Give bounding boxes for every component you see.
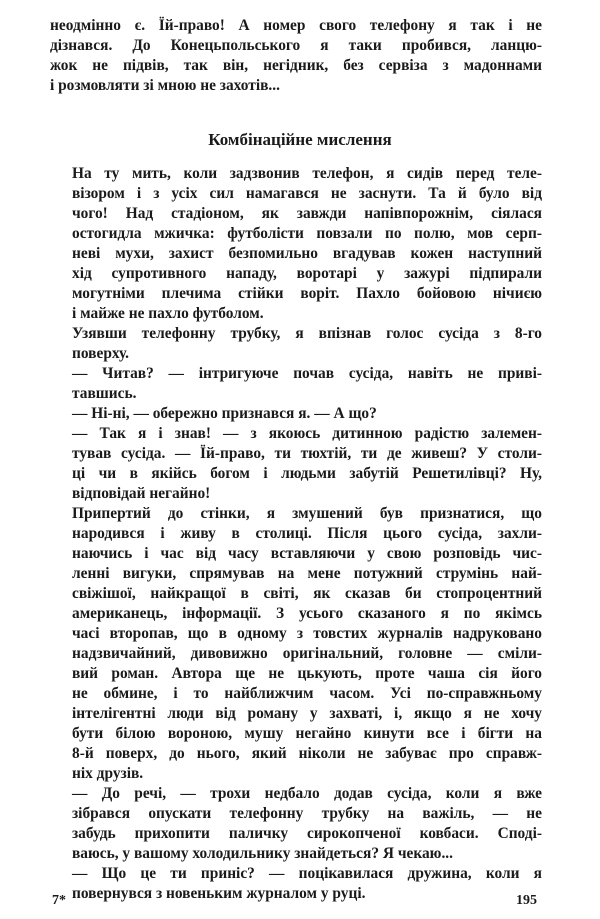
text-line: тавшись. <box>72 385 137 402</box>
text-line: бути білою вороною, мушу негайно кинути все і бігти на <box>72 725 542 742</box>
text-line: не обмине, і то найближчим часом. Усі по-справжньому <box>72 685 542 702</box>
text-line: хід супротивного нападу, воротарі у зажурі підпирали <box>72 265 542 282</box>
text-line: — Що це ти приніс? — поцікавилася дружина, коли я <box>72 865 542 882</box>
text-line: поверху. <box>72 345 129 362</box>
text-line: могутніми плечима стійки воріт. Пахло бойовою нічиєю <box>72 285 542 302</box>
text-line: 8-й поверх, до нього, який ніколи не забуває про справж- <box>72 745 542 762</box>
text-line: На ту мить, коли задзвонив телефон, я сидів перед теле- <box>72 165 542 182</box>
text-line: зібрався опускати телефонну трубку на важіль, — не <box>72 805 542 822</box>
paragraph <box>50 424 542 504</box>
text-line: — До речі, — трохи недбало додав сусіда, коли я вже <box>72 785 542 802</box>
paragraph <box>50 784 542 864</box>
text-line: — Читав? — інтригуюче почав сусіда, навіть не приві- <box>72 365 542 382</box>
text-line: неві мухи, захист безпомильно вгадував кожен наступний <box>72 245 542 262</box>
text-line: часі второпав, що в одному з товстих журналів надруковано <box>72 625 542 642</box>
section-title: Комбінаційне мислення <box>208 130 392 149</box>
text-line: Узявши телефонну трубку, я впізнав голос сусіда з 8-го <box>72 325 542 342</box>
text-line: і розмовляти зі мною не захотів... <box>50 77 280 94</box>
text-line: ці чи в якійсь богом і людьми забутій Решетилівці? Ну, <box>72 465 542 482</box>
text-line: американець, інформації. З усього сказаного я по якімсь <box>72 605 542 622</box>
body-text <box>50 164 542 904</box>
paragraph <box>50 324 542 364</box>
text-line: чого! Над стадіоном, як завжди напівпорожнім, сіялася <box>72 205 542 222</box>
text-line: наючись і час від часу вставляючи у свою розповідь чис- <box>72 545 542 562</box>
text-line: — Ні-ні, — обережно признався я. — А що? <box>72 405 377 422</box>
paragraph <box>50 164 542 324</box>
text-line: дізнався. До Конецьпольського я таки пробився, ланцю- <box>50 37 542 54</box>
text-line: неодмінно є. Їй-право! А номер свого телефону я так і не <box>50 17 542 34</box>
top-paragraph <box>50 16 542 96</box>
text-line: ленні вигуки, спрямував на мене потужний струмінь най- <box>72 565 542 582</box>
text-line: остогидла мжичка: футболісти повзали по полю, мов серп- <box>72 225 542 242</box>
text-line: ніх друзів. <box>72 765 144 782</box>
text-line: жок не підвів, так він, негідник, без сервіза з мадоннами <box>50 57 542 74</box>
text-line: відповідай негайно! <box>72 485 211 502</box>
text-line: візором і з усіх сил намагався не заснути. Та й було від <box>72 185 542 202</box>
text-line: свіжішої, найкращої в світі, як сказав би стопроцентний <box>72 585 542 602</box>
text-line: ваюсь, у вашому холодильнику знайдеться? Я чекаю... <box>72 845 453 862</box>
paragraph <box>50 364 542 404</box>
signature-mark: 7* <box>52 893 66 908</box>
text-line: Припертий до стінки, я змушений був признатися, що <box>72 505 542 522</box>
text-line: забудь прихопити паличку сирокопченої ковбаси. Сподi- <box>72 825 542 842</box>
text-line: повернувся з новеньким журналом у руці. <box>72 885 366 902</box>
text-line: народився і живу в столиці. Після цього сусіда, захли- <box>72 525 542 542</box>
paragraph <box>50 864 542 904</box>
text-line: надзвичайний, дивовижно оригінальний, головне — сміли- <box>72 645 542 662</box>
paragraph <box>50 16 542 96</box>
text-line: інтелігентні люди від роману у захваті, і, якщо я не хочу <box>72 705 542 722</box>
paragraph <box>50 404 542 424</box>
paragraph <box>50 504 542 784</box>
text-line: і майже не пахло футболом. <box>72 305 264 322</box>
text-line: — Так я і знав! — з якоюсь дитинною радістю залемен- <box>72 425 542 442</box>
text-line: вий роман. Автора ще не цькують, проте чаша сія його <box>72 665 542 682</box>
page-number: 195 <box>516 893 537 908</box>
text-line: тував сусіда. — Їй-право, ти тюхтій, ти де живеш? У столи- <box>72 445 542 462</box>
